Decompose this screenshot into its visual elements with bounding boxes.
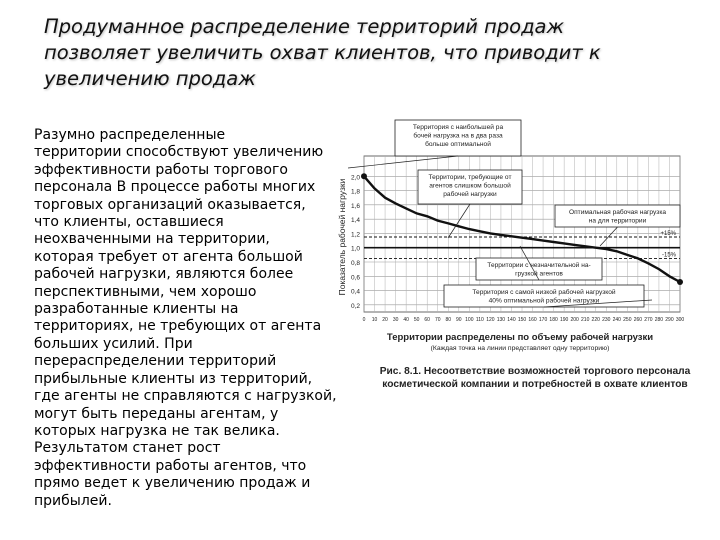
minus-15-label: -15% — [661, 252, 676, 259]
body-line: торговых организаций оказывается, — [34, 196, 306, 213]
y-tick-label: 1,2 — [350, 231, 360, 239]
x-tick-label: 20 — [382, 317, 388, 323]
x-tick-label: 250 — [623, 317, 632, 323]
body-line: разработанные клиенты на — [34, 301, 239, 318]
min-workload-point — [677, 279, 683, 285]
body-line: прибылей. — [34, 492, 112, 509]
annotation-text: Территория с наибольшей ра — [412, 124, 504, 131]
x-tick-label: 90 — [456, 317, 462, 323]
x-tick-label: 140 — [507, 317, 516, 323]
y-tick-label: 2,0 — [350, 174, 360, 182]
body-line: больших усилий. При — [34, 335, 193, 352]
body-line: где агенты не справляются с нагрузкой, — [34, 388, 337, 405]
body-line: которых нагрузка не так велика. — [34, 422, 280, 439]
body-line: персонала В процессе работы многих — [34, 179, 316, 196]
x-tick-label: 50 — [413, 317, 420, 323]
body-line: неохваченными на территории, — [34, 231, 270, 248]
x-tick-label: 30 — [392, 317, 399, 323]
body-line: что клиенты, оставшиеся — [34, 214, 224, 231]
x-tick-label: 110 — [475, 317, 484, 323]
body-line: прямо ведет к увеличению продаж и — [34, 475, 311, 492]
x-tick-label: 120 — [486, 317, 495, 323]
x-tick-label: 230 — [602, 317, 611, 323]
x-tick-label: 220 — [591, 317, 600, 323]
annotation-text: рабочей нагрузки — [443, 191, 497, 198]
y-tick-label: 1,8 — [350, 188, 360, 196]
y-tick-label: 0,6 — [350, 274, 360, 282]
body-line: которая требует от агента большой — [34, 248, 303, 265]
annotation-text: больше оптимальной — [425, 141, 491, 148]
annotation-text: Территория с самой низкой рабочей нагрузкой — [472, 289, 616, 296]
body-line: рабочей нагрузки, являются более — [34, 266, 294, 283]
x-tick-label: 210 — [581, 317, 590, 323]
body-line: прибыльные клиенты из территорий, — [34, 370, 313, 387]
x-tick-label: 280 — [654, 317, 664, 323]
y-tick-label: 1,4 — [350, 217, 360, 225]
x-tick-label: 60 — [424, 317, 430, 323]
max-workload-point — [361, 173, 367, 179]
figure-caption: косметической компании и потребностей в охвате клиентов — [382, 379, 688, 390]
x-tick-label: 190 — [559, 317, 569, 323]
y-tick-label: 0,4 — [350, 288, 360, 296]
body-line: территории способствуют увеличению — [34, 144, 324, 161]
annotation-text: агентов слишком большой — [429, 182, 511, 190]
annotation-pointer — [600, 227, 618, 246]
body-line: Разумно распределенные — [34, 127, 226, 143]
x-tick-label: 170 — [538, 317, 548, 323]
x-tick-label: 150 — [517, 317, 527, 323]
annotation-text: Территории, требующие от — [428, 174, 512, 181]
title-line: увеличению продаж — [44, 67, 256, 90]
x-tick-label: 10 — [371, 317, 378, 323]
x-tick-label: 200 — [570, 317, 579, 323]
annotation-text: грузкой агентов — [515, 270, 563, 278]
title-line: Продуманное распределение территорий продаж — [44, 15, 565, 38]
y-axis-title: Показатель рабочей нагрузки — [337, 178, 347, 296]
x-tick-label: 80 — [445, 317, 452, 323]
annotation-text: Территории с незначительной на- — [487, 262, 591, 269]
y-tick-label: 1,0 — [350, 245, 360, 253]
body-line: территориях, не требующих от агента — [34, 318, 322, 335]
x-tick-label: 0 — [362, 317, 366, 323]
x-tick-label: 160 — [528, 317, 537, 323]
title-line: позволяет увеличить охват клиентов, что приводит к — [44, 41, 601, 64]
annotation-pointer — [348, 156, 458, 168]
x-tick-label: 240 — [612, 317, 621, 323]
body-line: перераспределении территорий — [34, 353, 277, 370]
x-axis-title: Территории распределены по объему рабочей нагрузки — [386, 332, 654, 343]
annotation-text: бочей нагрузка на в два раза — [413, 132, 503, 140]
x-tick-label: 260 — [633, 317, 643, 323]
y-tick-label: 0,8 — [350, 260, 360, 267]
annotation-text: 40% оптимальной рабочей нагрузки — [488, 297, 600, 305]
x-tick-label: 40 — [403, 317, 409, 323]
annotation-text: Оптимальная рабочая нагрузка — [568, 209, 667, 216]
body-line: перспективными, чем хорошо — [34, 283, 257, 300]
x-tick-label: 70 — [434, 317, 441, 323]
x-tick-label: 100 — [465, 317, 474, 323]
x-tick-label: 290 — [665, 317, 674, 323]
body-line: могут быть переданы агентам, у — [34, 405, 279, 422]
body-line: эффективности работы торгового — [34, 161, 288, 178]
x-tick-label: 130 — [496, 317, 506, 323]
body-line: эффективности работы агентов, что — [34, 457, 307, 474]
figure-caption: Рис. 8.1. Несоответствие возможностей торгового персонала — [379, 366, 691, 377]
x-axis-subtitle: (Каждая точка на линии представляет одну территорию) — [430, 345, 610, 352]
annotation-text: на для территории — [588, 217, 647, 225]
workload-chart — [337, 120, 691, 390]
y-tick-label: 0,2 — [350, 302, 360, 310]
x-tick-label: 180 — [549, 317, 558, 323]
y-tick-label: 1,6 — [350, 202, 360, 210]
body-line: Результатом станет рост — [34, 440, 221, 457]
x-tick-label: 270 — [644, 317, 653, 323]
x-tick-label: 300 — [675, 317, 685, 323]
plus-15-label: +15% — [660, 231, 676, 237]
